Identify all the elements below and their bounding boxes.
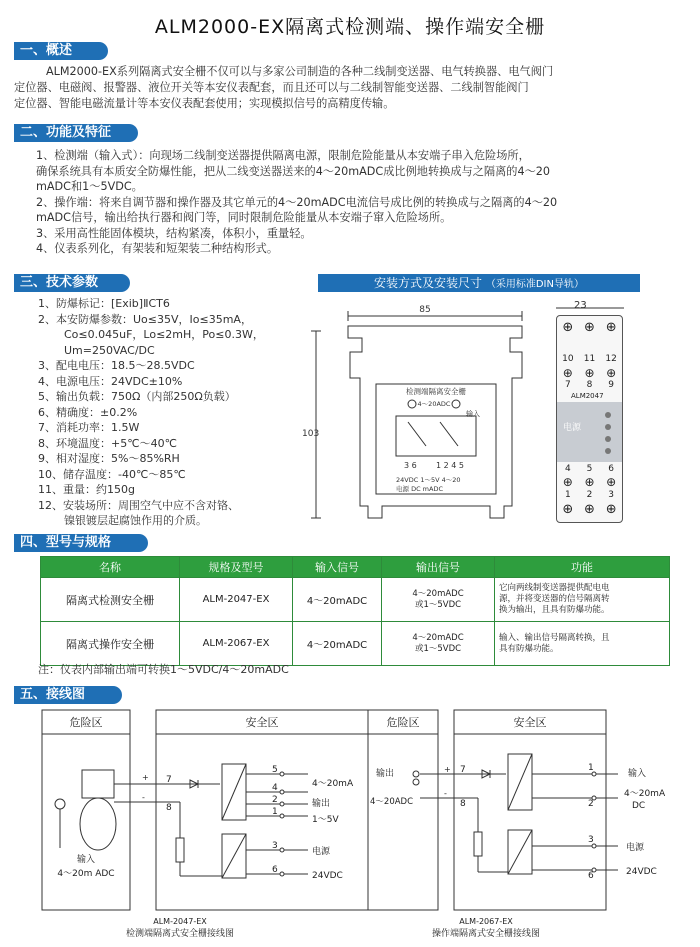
screw-icon: ⊕: [562, 366, 573, 380]
term-6: 6: [272, 865, 278, 875]
cell-output-line: 4～20mADC: [412, 588, 464, 599]
install-banner-sub: （采用标准DIN导轨）: [485, 279, 584, 290]
plus-sign: +: [444, 765, 451, 774]
spec-line: 5、输出负载：750Ω（内部250Ω负载）: [38, 390, 236, 403]
side-view-module: [556, 315, 623, 523]
cell-name: 隔离式检测安全栅: [41, 578, 180, 622]
box-terms-right: 1 2 4 5: [436, 461, 464, 470]
resistor-icon: [474, 832, 482, 856]
term-number: 3: [608, 490, 614, 500]
spec-line: 8、环境温度：+5℃～40℃: [38, 436, 177, 450]
side-model: ALM2047: [571, 392, 604, 400]
table-header: 名称: [41, 557, 180, 578]
spec-line: 4、电源电压：24VDC±10%: [38, 374, 183, 388]
dim-height-label: 103: [302, 429, 320, 439]
cell-function-line: 它向两线制变送器提供配电电: [499, 583, 610, 593]
in-dc: DC: [632, 801, 646, 811]
install-front-drawing: [300, 296, 540, 528]
term-numbers-4: [557, 490, 622, 500]
side-panel: [557, 402, 622, 462]
term-number: 4: [564, 464, 571, 474]
in-range: 4～20m ADC: [57, 869, 115, 879]
cell-output-line: 或1～5VDC: [414, 599, 462, 610]
overview-line: ALM2000-EX系列隔离式安全栅不仅可以与多家公司制造的各种二线制变送器、电气转换器、电气阀门: [46, 65, 554, 78]
section-specs-header: 三、技术参数: [14, 274, 130, 292]
caption-title: 操作端隔离式安全栅接线图: [431, 929, 541, 939]
cell-model: ALM-2067-EX: [180, 622, 293, 666]
transmitter-body: [80, 798, 116, 850]
term-1: 1: [272, 807, 278, 817]
cell-output: [382, 622, 495, 666]
section-wiring-header: 五、接线图: [14, 686, 122, 704]
term-number: 5: [586, 464, 593, 474]
spec-line: 3、配电电压：18.5～28.5VDC: [38, 359, 195, 372]
term-number: 7: [564, 380, 571, 390]
feature-line: 1、检测端（输入式）：向现场二线制变送器提供隔离电源，限制危险能量从本安端子串入危险场所，: [36, 149, 530, 162]
wiring-diagram-2047: [40, 708, 370, 940]
dim-side-label: 23: [574, 300, 587, 311]
cell-function-line: 输入、输出信号隔离转换，且: [499, 632, 610, 643]
term-numbers-2: [557, 380, 622, 390]
term-row-3: [557, 475, 622, 489]
in-label: 输入: [628, 769, 647, 779]
term-row-bottom: [557, 502, 622, 517]
table-row: [41, 578, 670, 622]
spec-line: Um=250VAC/DC: [64, 343, 155, 357]
screw-icon: ⊕: [584, 319, 595, 335]
feature-line: mADC和1～5VDC。: [36, 180, 143, 193]
feature-line: mADC信号，输出给执行器和阀门等，同时限制危险能量从本安端子窜入危险场所。: [36, 211, 452, 224]
screw-icon: ⊕: [584, 366, 595, 380]
term-3: 3: [588, 835, 594, 845]
screw-icon: ⊕: [562, 502, 574, 517]
term-row-top: [557, 316, 622, 338]
cell-function: [495, 578, 670, 622]
term-number: 11: [583, 354, 596, 364]
caption-model: ALM-2047-EX: [153, 917, 207, 926]
term-number: 2: [586, 490, 593, 500]
table-header: 功能: [495, 557, 670, 578]
install-banner: [318, 274, 640, 292]
in-range: 4～20ADC: [370, 797, 414, 807]
specs-list: [38, 296, 318, 529]
box-out-label2: 电源 DC mADC: [396, 485, 443, 493]
spec-line: 10、储存温度：-40℃～85℃: [38, 467, 186, 481]
term-4: 4: [272, 783, 278, 793]
term-row-2: [557, 366, 622, 380]
out-ma: 4～20mA: [312, 779, 354, 789]
box-out-label: 24VDC 1～5V 4～20: [396, 476, 461, 484]
spec-line: 镍银镀层起腐蚀作用的介质。: [64, 514, 207, 527]
screw-icon: ⊕: [584, 475, 595, 489]
feature-line: 确保系统具有本质安全防爆性能，把从二线变送器送来的4～20mADC成比例地转换成与之隔离的4～20: [36, 164, 550, 178]
term-8: 8: [166, 803, 172, 813]
term-3: 3: [272, 841, 278, 851]
section-overview-header: 一、概述: [14, 42, 108, 60]
caption-model: ALM-2067-EX: [459, 917, 513, 926]
dim-width-label: 85: [419, 305, 431, 315]
features-text: [14, 148, 694, 257]
cell-input: 4～20mADC: [293, 622, 382, 666]
minus-sign: -: [444, 789, 447, 798]
cell-function: [495, 622, 670, 666]
out-label: 输出: [312, 799, 331, 809]
cell-output: [382, 578, 495, 622]
side-power-label: 电源: [563, 423, 582, 433]
hazard-label: 危险区: [69, 716, 103, 729]
safe-label: 安全区: [513, 716, 547, 729]
spec-line: Co≤0.045uF，Lo≤2mH，Po≤0.3W，: [64, 328, 264, 341]
spec-line: 1、防爆标记：[Exib]ⅡCT6: [38, 297, 170, 310]
term-2: 2: [272, 795, 278, 805]
cell-input: 4～20mADC: [293, 578, 382, 622]
cell-function-line: 源，并将变送器的信号隔离转: [499, 594, 610, 604]
screw-icon: ⊕: [605, 319, 617, 335]
screw-icon: ⊕: [584, 502, 595, 517]
overview-text: [14, 64, 694, 112]
screw-icon: ⊕: [605, 502, 617, 517]
term-number: 10: [562, 354, 574, 364]
spec-table: [40, 556, 670, 666]
pwr-label: 电源: [312, 847, 331, 857]
pwr-voltage: 24VDC: [312, 871, 343, 881]
spec-line: 9、相对湿度：5%～85%RH: [38, 452, 180, 465]
term-number: 1: [564, 490, 571, 500]
term-number: 8: [586, 380, 593, 390]
feature-line: 4、仪表系列化，有架装和短架装二种结构形式。: [36, 242, 279, 255]
pwr-label: 电源: [626, 843, 645, 853]
led-icon: [605, 412, 611, 418]
hazard-label: 危险区: [386, 716, 420, 729]
spec-line: 12、安装场所：周围空气中应不含对铬、: [38, 498, 239, 512]
term-7: 7: [460, 765, 466, 775]
term-numbers-3: [557, 464, 622, 474]
install-banner-title: 安装方式及安装尺寸: [374, 276, 483, 290]
term-5: 5: [272, 765, 278, 775]
box-in-label: 输入: [466, 410, 480, 418]
plus-sign: +: [142, 773, 149, 782]
box-terms-left: 3 6: [404, 461, 417, 470]
spec-line: 11、重量：约150g: [38, 483, 135, 496]
term-numbers-1: [557, 354, 622, 364]
spec-line: 2、本安防爆参数：Uo≤35V，Io≤35mA，: [38, 312, 252, 326]
term-7: 7: [166, 775, 172, 785]
cell-output-line: 4～20mADC: [412, 632, 464, 643]
resistor-icon: [176, 838, 184, 862]
spec-line: 7、消耗功率：1.5W: [38, 421, 140, 434]
wiring-diagram-2067: [366, 708, 696, 940]
minus-sign: -: [142, 793, 145, 802]
box-title: 检测端隔离安全栅: [406, 387, 466, 396]
screw-icon: ⊕: [606, 366, 617, 380]
transmitter-head: [82, 770, 114, 798]
screw-icon: ⊕: [606, 475, 617, 489]
feature-line: 3、采用高性能固体模块，结构紧凑，体积小，重量轻。: [36, 226, 312, 240]
hazard-zone-box: [42, 710, 130, 910]
term-number: 12: [605, 354, 617, 364]
table-header: 规格及型号: [180, 557, 293, 578]
term-8: 8: [460, 799, 466, 809]
out-label: 输出: [376, 769, 395, 779]
term-number: 6: [608, 464, 614, 474]
caption-title: 检测端隔离式安全栅接线图: [125, 929, 235, 939]
overview-line: 定位器、电磁阀、报警器、液位开关等本安仪表配套，而且还可以与二线制智能变送器、二线制智能阀门: [14, 81, 529, 94]
in-ma: 4～20mA: [624, 789, 666, 799]
section-features-header: 二、功能及特征: [14, 124, 138, 142]
led-icon: [605, 436, 611, 442]
table-header: 输出信号: [382, 557, 495, 578]
cell-model: ALM-2047-EX: [180, 578, 293, 622]
section-models-header: 四、型号与规格: [14, 534, 148, 552]
out-v: 1～5V: [312, 815, 339, 825]
safe-label: 安全区: [245, 716, 279, 729]
pwr-voltage: 24VDC: [626, 867, 657, 877]
cell-output-line: 或1～5VDC: [414, 643, 462, 654]
led-icon: [605, 424, 611, 430]
screw-icon: ⊕: [562, 475, 573, 489]
page-title: ALM2000-EX隔离式检测端、操作端安全栅: [154, 16, 546, 38]
cell-function-line: 换为输出，且具有防爆功能。: [499, 605, 610, 615]
term-number: 9: [608, 380, 614, 390]
box-in-range: 4～20ADC: [417, 400, 451, 408]
table-note: 注：仪表内部输出端可转换1～5VDC/4～20mADC: [38, 663, 289, 676]
cell-function-line: 具有防爆功能。: [499, 643, 559, 654]
dim-side-line: [552, 300, 632, 312]
spec-line: 6、精确度：±0.2%: [38, 405, 138, 419]
led-icon: [605, 448, 611, 454]
feature-line: 2、操作端：将来自调节器和操作器及其它单元的4～20mADC电流信号成比例的转换成与之隔离的4～20: [36, 195, 558, 209]
overview-line: 定位器、智能电磁流量计等本安仪表配套使用；实现模拟信号的高精度传输。: [14, 97, 395, 110]
hazard-zone-box: [368, 710, 438, 910]
table-header-row: [41, 557, 670, 578]
table-row: [41, 622, 670, 666]
term-2: 2: [588, 799, 594, 809]
in-label: 输入: [76, 855, 96, 865]
term-1: 1: [588, 763, 594, 773]
screw-icon: ⊕: [562, 319, 574, 335]
cell-name: 隔离式操作安全栅: [41, 622, 180, 666]
term-6: 6: [588, 871, 594, 881]
table-header: 输入信号: [293, 557, 382, 578]
